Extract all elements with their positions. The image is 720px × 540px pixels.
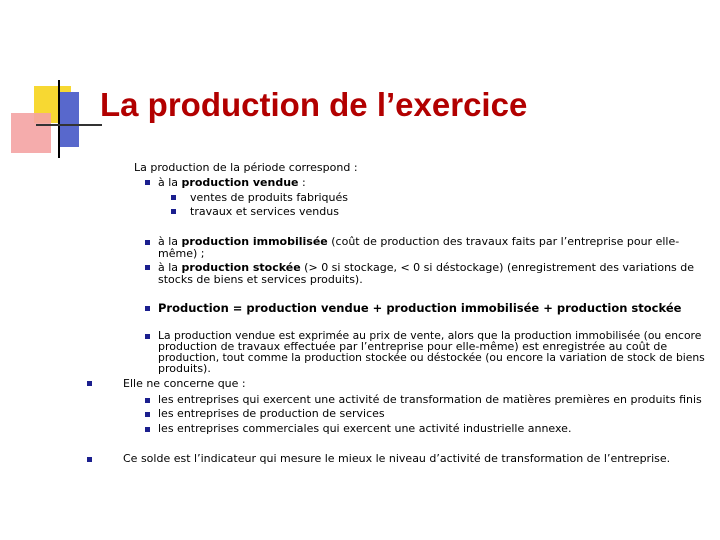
bullet-square-icon — [171, 209, 176, 214]
concerne-item: les entreprises commerciales qui exercent une activité industrielle annexe. — [158, 422, 572, 435]
bullet-square-icon — [145, 180, 150, 185]
vendue-line: à la production vendue : — [158, 176, 306, 189]
concerne-item: les entreprises de production de services — [158, 407, 385, 420]
slide-title: La production de l’exercice — [100, 86, 528, 123]
concerne-text: Elle ne concerne que : — [123, 377, 246, 390]
bullet-square-icon — [145, 240, 150, 245]
valuation-line: La production vendue est exprimée au prix de vente, alors que la production immobilisée (ou encore — [158, 329, 702, 342]
bullet-square-icon — [145, 306, 150, 311]
bullet-square-icon — [145, 398, 150, 403]
bullet-square-icon — [171, 195, 176, 200]
bullet-square-icon — [145, 334, 150, 339]
intro-text: La production de la période correspond : — [134, 161, 358, 174]
immobilisee-line-2: même) ; — [158, 247, 205, 260]
valuation-line: production de travaux effectuée par l’entreprise pour elle-même) est enregistrée au coût de — [158, 340, 668, 353]
vendue-item: ventes de produits fabriqués — [190, 191, 348, 204]
formula-text: Production = production vendue + production immobilisée + production stockée — [158, 301, 682, 315]
stockee-line: à la production stockée (> 0 si stockage, < 0 si déstockage) (enregistrement des variations de — [158, 261, 695, 274]
bullet-square-icon — [145, 265, 150, 270]
stockee-line-2: stocks de biens et services produits). — [158, 273, 363, 286]
vendue-item: travaux et services vendus — [190, 205, 339, 218]
bullet-square-icon — [145, 412, 150, 417]
valuation-line: produits). — [158, 362, 211, 375]
concerne-item: les entreprises qui exercent une activité de transformation de matières premières en produits finis — [158, 393, 702, 406]
decor-vertical-line — [58, 80, 60, 158]
conclusion-text: Ce solde est l’indicateur qui mesure le mieux le niveau d’activité de transformation de l’entreprise. — [123, 452, 671, 465]
immobilisee-line: à la production immobilisée (coût de production des travaux faits par l’entreprise pour elle- — [158, 235, 680, 248]
decor-blue-square — [59, 92, 79, 147]
bullet-square-icon — [145, 427, 150, 432]
valuation-line: production, tout comme la production stockée ou déstockée (ou encore la variation de stock de biens — [158, 351, 705, 364]
decor-red-square — [11, 113, 51, 153]
decor-horizontal-line — [36, 124, 102, 126]
bullet-square-icon — [87, 381, 92, 386]
bullet-square-icon — [87, 457, 92, 462]
